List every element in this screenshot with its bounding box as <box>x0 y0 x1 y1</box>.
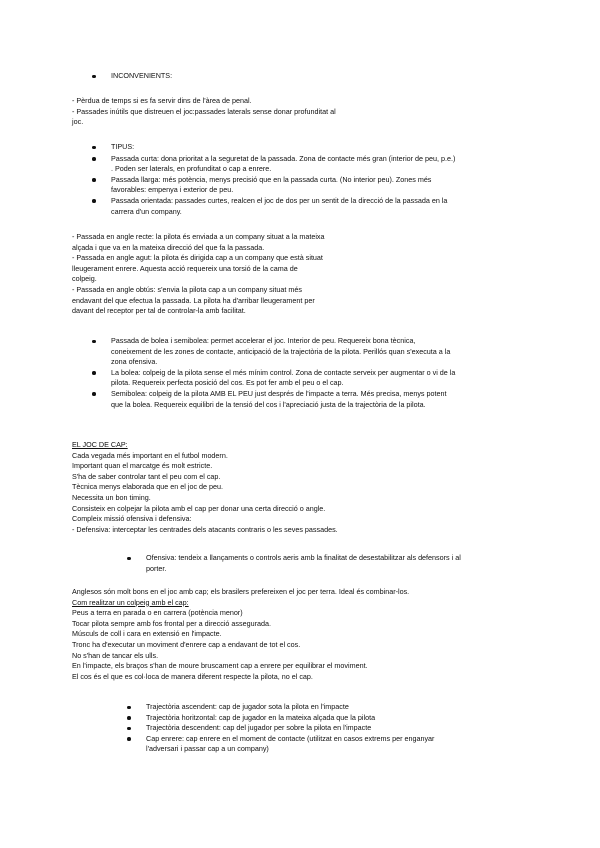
list-item: Passada orientada: passades curtes, realcen el joc de dos per un sentit de la direcció de la passada en la carrera d'un company. <box>92 196 552 217</box>
angles-line: alçada i que va en la mateixa direcció del que fa la passada. <box>72 242 265 252</box>
joc-de-cap-line: Necessita un bon timing. <box>72 492 151 502</box>
angles-line: colpeig. <box>72 274 97 284</box>
inconvenients-line: joc. <box>72 117 84 127</box>
bolea-section <box>92 336 552 410</box>
list-item: Cap enrere: cap enrere en el moment de contacte (utilitzat en casos extrems per enganyar l'adversari i passar cap a un company) <box>127 734 587 755</box>
remate-step: No s'han de tancar els ulls. <box>72 650 159 660</box>
remate-step: En l'impacte, els braços s'han de moure bruscament cap a enrere per equilibrar el moviment. <box>72 661 368 671</box>
angles-line: endavant del que efectua la passada. La pilota ha d'arribar lleugerament per <box>72 295 315 305</box>
joc-de-cap-heading: EL JOC DE CAP: <box>72 440 128 449</box>
inconvenients-line: - Passades inútils que distreuen el joc:passades laterals sense donar profunditat al <box>72 106 336 116</box>
tipus-heading-item <box>92 142 552 153</box>
joc-de-cap-section <box>72 440 532 535</box>
inconvenients-line: - Pèrdua de temps si es fa servir dins de l'àrea de penal. <box>72 96 252 105</box>
list-item: Trajectòria descendent: cap del jugador per sobre la pilota en l'impacte <box>127 723 587 734</box>
remate-step: Peus a terra en parada o en carrera (potència menor) <box>72 608 243 618</box>
list-item: Passada curta: dona prioritat a la seguretat de la passada. Zona de contacte més gran (interior de peu, p.e.) . Poden ser laterals, en profunditat o cap a enrere. <box>92 154 552 175</box>
inconvenients-heading: INCONVENIENTS: <box>111 71 173 80</box>
remate-step: Tronc ha d'executar un moviment d'enrere cap a endavant de tot el cos. <box>72 639 301 649</box>
remate-line: Anglesos són molt bons en el joc amb cap; els brasilers prefereixen el joc per terra. Ideal és combinar-los. <box>72 587 410 596</box>
trajectories-section <box>127 702 587 755</box>
angles-line: - Passada en angle obtús: s'envia la pilota cap a un company situat més <box>72 284 302 294</box>
list-item: Passada llarga: més potència, menys precisió que en la passada curta. (No interior peu). Zones més favorables: empenya i exterior de peu. <box>92 175 552 196</box>
list-item: Semibolea: colpeig de la pilota AMB EL PEU just després de l'impacte a terra. Més precisa, menys potent que la bolea. Requereix equilibri de la tensió del cos i l'apreciació justa de la trajectòria de la pilota. <box>92 389 552 410</box>
joc-de-cap-line: Cada vegada més important en el futbol modern. <box>72 450 228 460</box>
list-item: La bolea: colpeig de la pilota sense el més mínim control. Zona de contacte serveix per augmentar o vi de la pilota. Requereix perfecta posició del cos. Es pot fer amb el peu o el cap. <box>92 368 552 389</box>
angles-line: lleugerament enrere. Aquesta acció requereix una torsió de la cama de <box>72 263 298 273</box>
list-item: Ofensiva: tendeix a llançaments o controls aeris amb la finalitat de desestabilitzar als defensors i al porter. <box>127 553 587 574</box>
inconvenients-heading-item <box>92 71 552 82</box>
joc-de-cap-line: Tècnica menys elaborada que en el joc de peu. <box>72 482 224 492</box>
joc-de-cap-line: Consisteix en colpejar la pilota amb el cap per donar una certa direcció o angle. <box>72 503 326 513</box>
angles-line: - Passada en angle recte: la pilota és enviada a un company situat a la mateixa <box>72 232 325 241</box>
remate-step: Músculs de coll i cara en extensió en l'impacte. <box>72 629 222 639</box>
angles-line: davant del receptor per tal de controlar-la amb facilitat. <box>72 306 246 316</box>
joc-de-cap-line: Important quan el marcatge és molt estricte. <box>72 461 213 471</box>
angles-line: - Passada en angle agut: la pilota és dirigida cap a un company que està situat <box>72 253 323 263</box>
tipus-section <box>92 142 552 217</box>
list-item: Trajectòria ascendent: cap de jugador sota la pilota en l'impacte <box>127 702 587 713</box>
joc-de-cap-line: - Defensiva: interceptar les centrades dels atacants contraris o les seves passades. <box>72 524 338 534</box>
offensive-item-block <box>127 553 587 574</box>
remate-step: Tocar pilota sempre amb fos frontal per a direcció assegurada. <box>72 618 271 628</box>
inconvenients-body <box>72 96 532 128</box>
angles-section <box>72 232 532 317</box>
inconvenients-section <box>92 71 552 82</box>
remate-step: El cos és el que es col·loca de manera diferent respecte la pilota, no el cap. <box>72 671 313 681</box>
remate-section <box>72 587 532 682</box>
joc-de-cap-line: Compleix missió ofensiva i defensiva: <box>72 514 192 524</box>
list-item: Passada de bolea i semibolea: permet accelerar el joc. Interior de peu. Requereix bona tècnica, coneixement de les zones de contacte, anticipació de la trajectòria de la pilota. Perillós quan s'executa a la zona ofensiva. <box>92 336 552 368</box>
tipus-heading: TIPUS: <box>111 142 135 151</box>
list-item: Trajectòria horitzontal: cap de jugador en la mateixa alçada que la pilota <box>127 713 587 724</box>
remate-subheading: Com realitzar un colpeig amb el cap: <box>72 597 189 607</box>
joc-de-cap-line: S'ha de saber controlar tant el peu com el cap. <box>72 471 221 481</box>
